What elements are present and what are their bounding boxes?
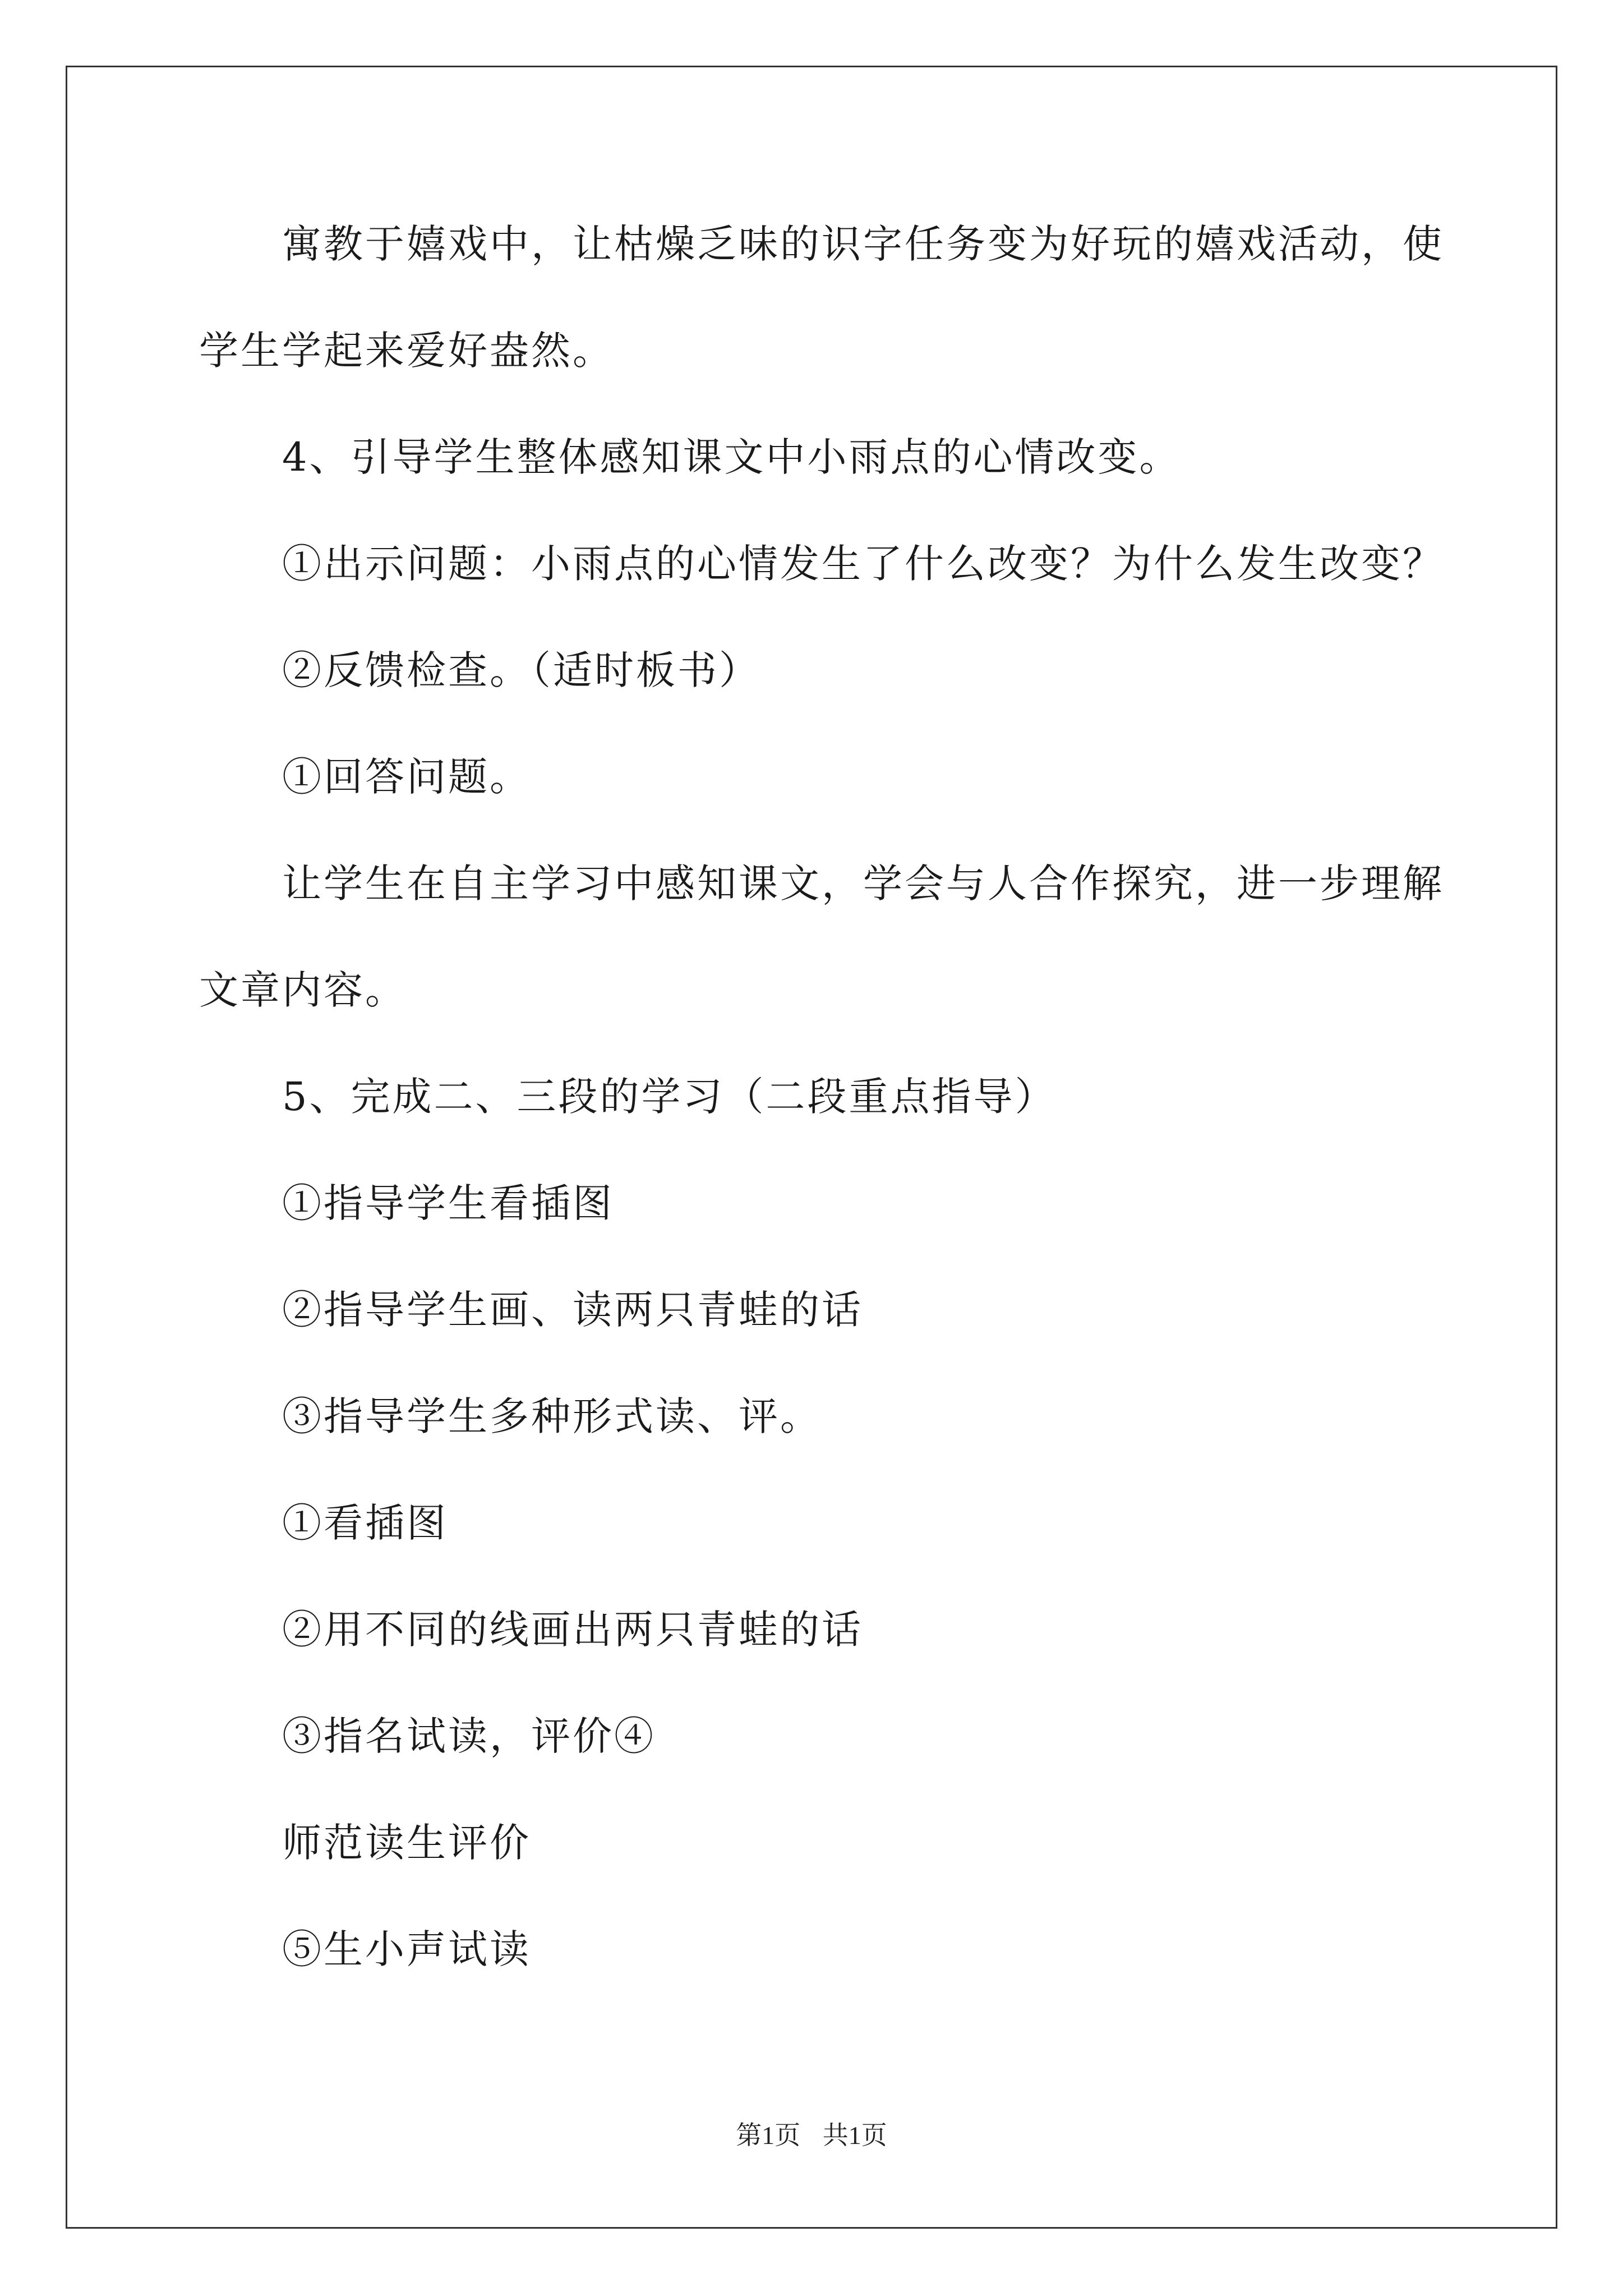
paragraph-line: 寓教于嬉戏中，让枯燥乏味的识字任务变为好玩的嬉戏活动，使 <box>282 221 1444 267</box>
paragraph-line: ①指导学生看插图 <box>282 1180 614 1226</box>
page-border <box>66 66 1557 2229</box>
paragraph-line: ①出示问题：小雨点的心情发生了什么改变？为什么发生改变？ <box>282 541 1444 587</box>
paragraph-line: 4、引导学生整体感知课文中小雨点的心情改变。 <box>282 434 1181 480</box>
paragraph-line: 学生学起来爱好盎然。 <box>199 328 614 374</box>
paragraph-line: 让学生在自主学习中感知课文，学会与人合作探究，进一步理解 <box>282 861 1444 907</box>
page-number-total: 共1页 <box>822 2121 887 2150</box>
paragraph-line: 5、完成二、三段的学习（二段重点指导） <box>282 1074 1057 1120</box>
paragraph-line: ⑤生小声试读 <box>282 1926 531 1972</box>
page-number-current: 第1页 <box>736 2121 801 2150</box>
paragraph-line: 师范读生评价 <box>282 1820 531 1866</box>
paragraph-line: ②指导学生画、读两只青蛙的话 <box>282 1287 863 1333</box>
page-footer <box>0 2115 1623 2152</box>
paragraph-line: ①看插图 <box>282 1500 448 1546</box>
paragraph-line: ③指名试读，评价④ <box>282 1713 656 1759</box>
paragraph-line: ③指导学生多种形式读、评。 <box>282 1393 822 1439</box>
paragraph-line: ②用不同的线画出两只青蛙的话 <box>282 1607 863 1653</box>
paragraph-line: 文章内容。 <box>199 967 407 1013</box>
paragraph-line: ②反馈检查。（适时板书） <box>282 647 760 693</box>
paragraph-line: ①回答问题。 <box>282 754 531 800</box>
